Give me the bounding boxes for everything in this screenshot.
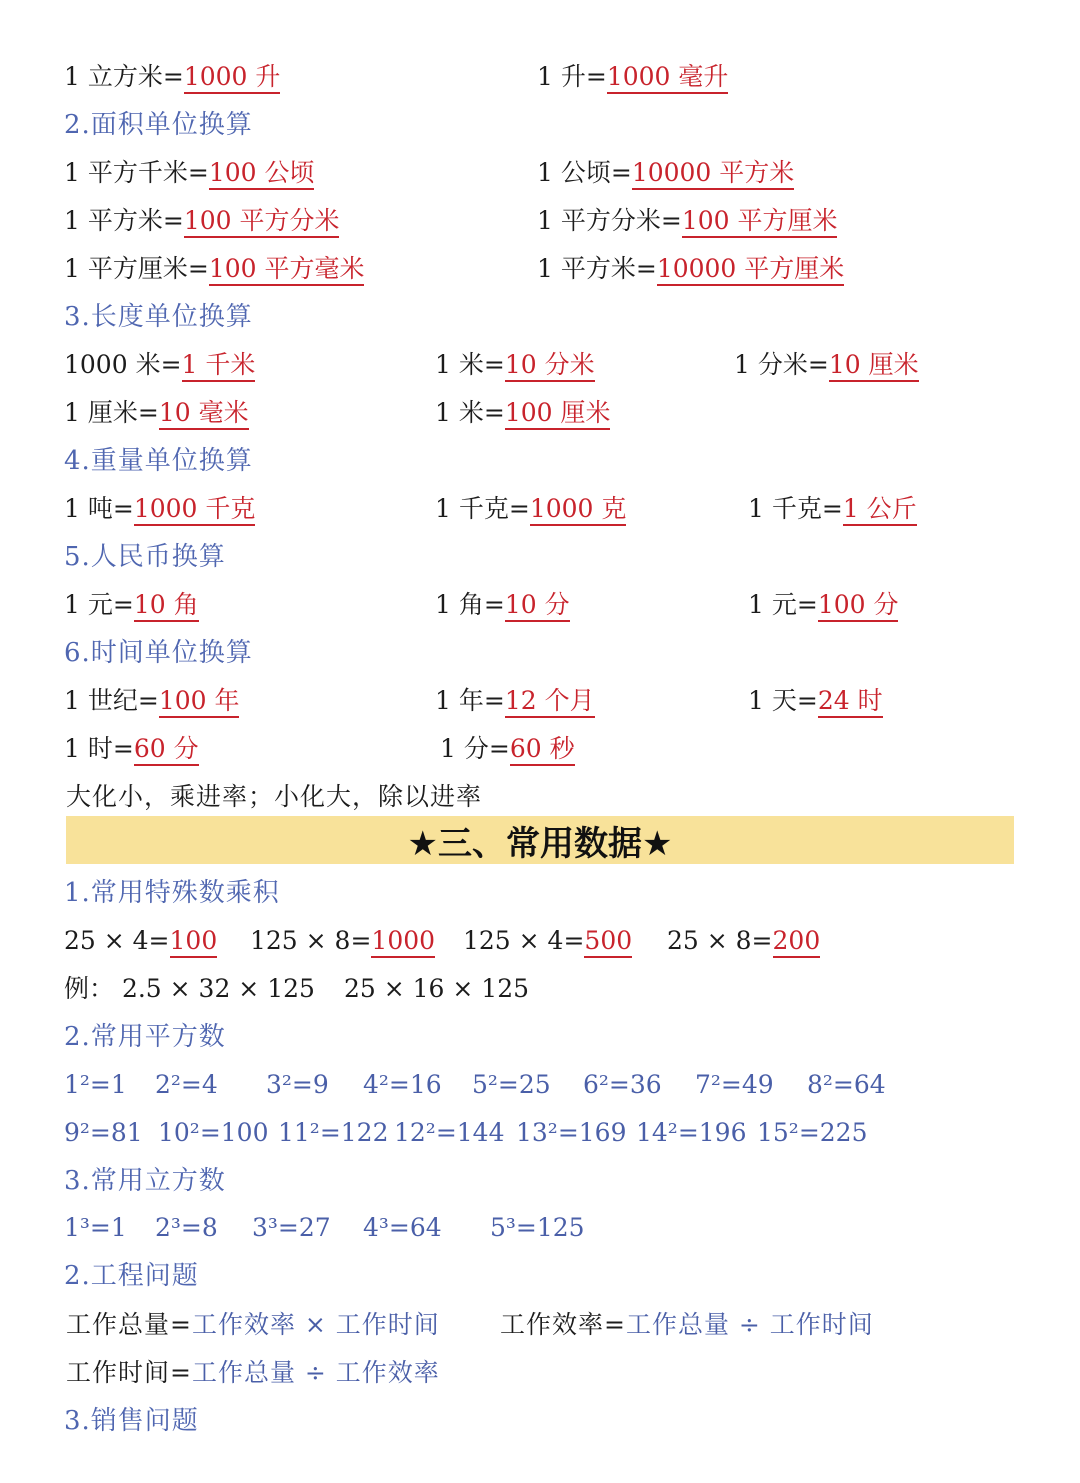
products-heading: 1.常用特殊数乘积	[64, 878, 280, 908]
conversion-lhs: 1 平方千米=	[64, 158, 209, 187]
conversion-lhs: 1 米=	[435, 350, 505, 379]
conversion-item	[537, 249, 844, 289]
work-row-2	[0, 1353, 1080, 1393]
conversion-answer: 10 厘米	[829, 350, 919, 382]
conversion-item	[748, 489, 917, 529]
volume-row-1	[0, 57, 1080, 97]
product-item	[667, 921, 820, 961]
conversion-item	[748, 585, 898, 625]
conversion-answer: 1000 千克	[134, 494, 256, 526]
cube-item: 2³=8	[155, 1213, 218, 1242]
length-row-1	[0, 345, 1080, 385]
conversion-lhs: 1 时=	[64, 734, 134, 763]
product-item	[250, 921, 435, 961]
conversion-item	[435, 345, 595, 385]
conversion-answer: 100 厘米	[505, 398, 611, 430]
conversion-answer: 1000 毫升	[607, 62, 729, 94]
conversion-item	[435, 393, 610, 433]
square-item: 15²=225	[757, 1118, 868, 1147]
square-item: 8²=64	[807, 1070, 886, 1099]
conversion-answer: 12 个月	[505, 686, 595, 718]
conversion-item	[537, 153, 794, 193]
conversion-lhs: 1 公顷=	[537, 158, 632, 187]
area-heading: 2.面积单位换算	[64, 110, 253, 140]
work-formula	[66, 1353, 440, 1393]
conversion-item	[537, 57, 728, 97]
conversion-item	[64, 57, 280, 97]
sales-heading: 3.销售问题	[64, 1406, 199, 1436]
length-heading: 3.长度单位换算	[64, 302, 253, 332]
conversion-answer: 60 分	[134, 734, 199, 766]
conversion-answer: 10 毫米	[159, 398, 249, 430]
conversion-answer: 10000 平方米	[632, 158, 794, 190]
conversion-answer: 1 公斤	[843, 494, 917, 526]
products-row-1	[0, 921, 1080, 961]
conversion-item	[64, 585, 199, 625]
work-heading: 2.工程问题	[64, 1261, 199, 1291]
product-lhs: 25 × 8=	[667, 926, 773, 955]
product-answer: 100	[170, 926, 218, 958]
square-item: 1²=1	[64, 1070, 127, 1099]
cube-item: 3³=27	[252, 1213, 331, 1242]
conversion-answer: 100 平方分米	[184, 206, 340, 238]
conversion-item	[435, 585, 570, 625]
product-item	[463, 921, 632, 961]
square-item: 11²=122	[278, 1118, 389, 1147]
cubes-row-1	[0, 1208, 1080, 1248]
square-item: 9²=81	[64, 1118, 143, 1147]
money-heading: 5.人民币换算	[64, 542, 226, 572]
money-row-1	[0, 585, 1080, 625]
conversion-answer: 60 秒	[510, 734, 575, 766]
conversion-answer: 100 分	[818, 590, 899, 622]
conversion-answer: 1000 克	[530, 494, 627, 526]
conversion-answer: 100 平方厘米	[682, 206, 838, 238]
length-row-2	[0, 393, 1080, 433]
conversion-answer: 100 平方毫米	[209, 254, 365, 286]
conversion-lhs: 1 千克=	[435, 494, 530, 523]
cubes-heading: 3.常用立方数	[64, 1166, 226, 1196]
conversion-lhs: 1 平方米=	[64, 206, 184, 235]
product-item	[64, 921, 217, 961]
product-answer: 200	[773, 926, 821, 958]
formula-rhs: 工作效率 × 工作时间	[191, 1310, 440, 1339]
conversion-item	[64, 729, 199, 769]
formula-lhs: 工作总量=	[66, 1310, 192, 1339]
conversion-rule: 大化小，乘进率；小化大，除以进率	[66, 782, 483, 811]
squares-heading: 2.常用平方数	[64, 1022, 226, 1052]
time-heading: 6.时间单位换算	[64, 638, 253, 668]
work-row-1	[0, 1305, 1080, 1345]
conversion-item	[435, 489, 626, 529]
conversion-item	[537, 201, 837, 241]
area-row-2	[0, 201, 1080, 241]
square-item: 10²=100	[158, 1118, 269, 1147]
conversion-lhs: 1 吨=	[64, 494, 134, 523]
conversion-lhs: 1 米=	[435, 398, 505, 427]
conversion-lhs: 1 平方米=	[537, 254, 657, 283]
conversion-answer: 10 分米	[505, 350, 595, 382]
square-item: 6²=36	[583, 1070, 662, 1099]
weight-row-1	[0, 489, 1080, 529]
formula-rhs: 工作总量 ÷ 工作时间	[625, 1310, 874, 1339]
conversion-answer: 24 时	[818, 686, 883, 718]
square-item: 12²=144	[394, 1118, 505, 1147]
squares-row-1	[0, 1065, 1080, 1105]
time-row-2	[0, 729, 1080, 769]
squares-row-2	[0, 1113, 1080, 1153]
conversion-lhs: 1 世纪=	[64, 686, 159, 715]
square-item: 2²=4	[155, 1070, 218, 1099]
conversion-lhs: 1 分米=	[734, 350, 829, 379]
conversion-answer: 10000 平方厘米	[657, 254, 844, 286]
product-answer: 500	[584, 926, 632, 958]
conversion-lhs: 1 角=	[435, 590, 505, 619]
conversion-answer: 10 角	[134, 590, 199, 622]
conversion-lhs: 1 升=	[537, 62, 607, 91]
conversion-item	[734, 345, 919, 385]
conversion-lhs: 1 天=	[748, 686, 818, 715]
conversion-item	[64, 345, 255, 385]
formula-rhs: 工作总量 ÷ 工作效率	[191, 1358, 440, 1387]
cube-item: 5³=125	[490, 1213, 585, 1242]
conversion-lhs: 1 元=	[748, 590, 818, 619]
conversion-answer: 100 年	[159, 686, 240, 718]
conversion-lhs: 1 平方厘米=	[64, 254, 209, 283]
area-row-1	[0, 153, 1080, 193]
square-item: 4²=16	[363, 1070, 442, 1099]
product-lhs: 125 × 8=	[250, 926, 372, 955]
conversion-lhs: 1 平方分米=	[537, 206, 682, 235]
time-row-1	[0, 681, 1080, 721]
cube-item: 1³=1	[64, 1213, 127, 1242]
conversion-item	[64, 681, 239, 721]
conversion-item	[64, 249, 364, 289]
cube-item: 4³=64	[363, 1213, 442, 1242]
square-item: 3²=9	[266, 1070, 329, 1099]
example-expression: 25 × 16 × 125	[344, 974, 530, 1003]
weight-heading: 4.重量单位换算	[64, 446, 253, 476]
conversion-answer: 1000 升	[184, 62, 281, 94]
square-item: 7²=49	[695, 1070, 774, 1099]
conversion-lhs: 1 分=	[440, 734, 510, 763]
conversion-answer: 100 公顷	[209, 158, 315, 190]
conversion-item	[64, 393, 249, 433]
product-answer: 1000	[371, 926, 435, 958]
conversion-item	[64, 489, 255, 529]
example-expression: 例： 2.5 × 32 × 125	[64, 974, 315, 1003]
area-row-3	[0, 249, 1080, 289]
conversion-answer: 1 千米	[182, 350, 256, 382]
formula-lhs: 工作效率=	[500, 1310, 626, 1339]
conversion-item	[440, 729, 575, 769]
product-lhs: 125 × 4=	[463, 926, 585, 955]
formula-lhs: 工作时间=	[66, 1358, 192, 1387]
square-item: 14²=196	[636, 1118, 747, 1147]
square-item: 13²=169	[516, 1118, 627, 1147]
conversion-lhs: 1 年=	[435, 686, 505, 715]
product-lhs: 25 × 4=	[64, 926, 170, 955]
products-example-row	[0, 969, 1080, 1009]
work-formula	[66, 1305, 440, 1345]
work-formula	[500, 1305, 874, 1345]
conversion-lhs: 1 立方米=	[64, 62, 184, 91]
conversion-answer: 10 分	[505, 590, 570, 622]
conversion-item	[64, 201, 339, 241]
conversion-lhs: 1 千克=	[748, 494, 843, 523]
conversion-lhs: 1 厘米=	[64, 398, 159, 427]
section-banner: ★三、常用数据★	[66, 816, 1014, 864]
conversion-item	[435, 681, 595, 721]
conversion-item	[64, 153, 314, 193]
square-item: 5²=25	[472, 1070, 551, 1099]
conversion-lhs: 1000 米=	[64, 350, 182, 379]
conversion-item	[748, 681, 883, 721]
conversion-lhs: 1 元=	[64, 590, 134, 619]
